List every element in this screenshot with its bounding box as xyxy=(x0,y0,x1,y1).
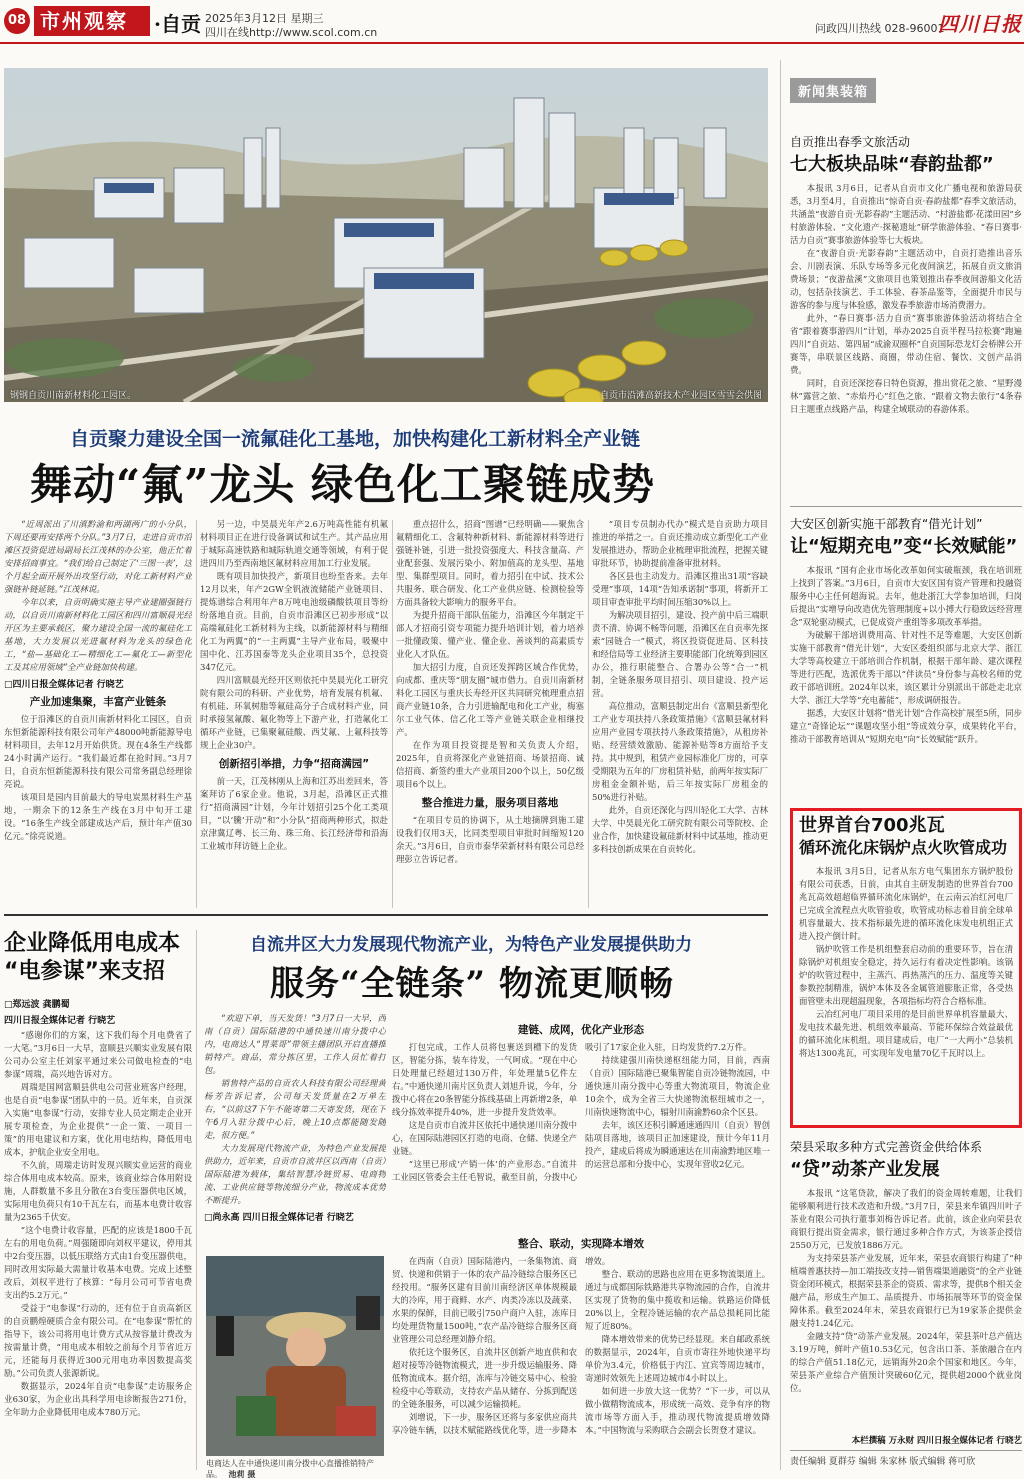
column-rule xyxy=(196,520,197,908)
logistics-lede-2: 销售特产品的自贡农人科技有限公司经理黄杨芳告诉记者，公司每天发货量在2万单左右，“以前这7下午不能寄第二天寄发货，现在下午6月入驻分拨中心后，晚上10点都能随发随走，很方便。” xyxy=(204,1078,386,1140)
power-p3: 不久前，周瑞走访时发现兴顺实业运营的商业综合体用电成本较高。原来，该商业综合体用附设施，人群数量不多且分散在3台变压器供电区域，实际用电负荷只有10千瓦左右，而基本电费计收容量为2365千伏安。 xyxy=(4,1160,192,1222)
brief-2-title: 让“短期充电”变“长效赋能” xyxy=(790,536,1018,557)
logistics-p6: 在西南（自贡）国际陆港内，一条集物流、商贸、快递和供销于一体的农产品冷链综合服务区已经投用。“服务区建有目前川南经济区单体规模最大的冷库，用于商鲜、水产、肉类冷冻以及蔬菜、水果的保鲜，目前已吸引750户商户入驻，冻库日均处理货物量1500吨，”农产品冷链综合服务区商业管理公司总经理刘静介绍。 xyxy=(392,1256,577,1344)
logistics-p4: 持续建强川南快递枢纽能力同，目前，西南（自贡）国际陆港已聚集智能自贡冷链物流园，中通快速川南分拨中心等重大物流项目，物流企业10余个，成为全省三大快递物流枢纽城市之一，川南快速物流中心，辐射川南渝黔60余个区县。 xyxy=(585,1055,770,1117)
brief-2-p3: 据悉，大安区计划将“借光计划”合作高校扩展至5所，同步建立“奇锋论坛”“课题攻坚小组”等成效分享，成果转化平台，推动干部教育培训从“短期充电”向“长效赋能”跃升。 xyxy=(790,708,1022,744)
logistics-p11: 如何进一步放大这一优势？“下一步，可以从做小做精物流成本，形成统一高效、竞争有序的物流市场等方面入手，推动现代物流提质增效降本。”中国物流与采购联合会副会长贺登才建议。 xyxy=(585,1386,770,1435)
main-p16: 高位推动，富顺县制定出台《富顺县新型化工产业专项扶持八条政策措施》《富顺县氟材料应用产业园专项扶持八条政策措施》，从租房补贴、经营绩效激励、能源补贴等8方面给予支持。其中规到，租赁产业园标准化厂房的，可享受期限为五年的厂房租赁补贴，前两年按实际厂房租金金额补贴，后三年按实际厂房租金的50%进行补贴。 xyxy=(592,701,768,802)
main-p1: 今年以来，自贡明确实施主导产业建圈强链行动，以自贡川南新材料化工园区和四川富顺晨光经开区为主要承载区，聚力建设全国一流的氟硅化工基地，大力发展以光进氟材料为龙头的绿色化工，“盐—基础化工—精细化工—氟化工—新型化工及其应用领域”全产业链加快构建。 xyxy=(4,597,192,672)
logistics-byline: □尚永高 四川日报全媒体记者 行晓艺 xyxy=(204,1213,354,1223)
section-divider xyxy=(4,914,768,916)
brief-1-p2: 在“夜游自贡·光影春韵”主题活动中，自贡打造推出音乐会、川剧表演、乐队专场等多元化夜间演艺，拓展自贡文旅消费场景；“夜游盐溪”文旅项目也策划推出春季夜间游船文化活动，包括杂技演艺、手工体验、春茶品鉴等，全面提升市民与游客的参与度与体验感，激发春季旅游市场消费潜力。 xyxy=(790,248,1022,310)
power-story-body xyxy=(4,994,192,1472)
main-story-col-4 xyxy=(592,518,768,908)
logistics-p5: 去年，该区还积引瞬通速通四川（自贡）智创陆项目落地，该项目正加速建设，预计今年11月投产，建成后将成为瞬通速达在川南渝黔地区唯一的运营总部和分拨中心，实现年营收2亿元。 xyxy=(585,1120,770,1169)
main-p4: 另一边，中昊晨光年产2.6万吨高性能有机氟材料项目正在进行设备调试和试生产。其产品应用于城际高速铁路和城际轨道交通等领域，有利于促进四川乃至西南地区氟材料应用加工行业发展。 xyxy=(200,519,388,568)
main-p15: 为解决项目招引，建设、投产前中后三端职责不清、协调不畅等问题，沿滩区在自贡率先探索“园链合一”模式，将区投资促进局、区科技和经信局等工业经济主要职能部门化统筹到园区办公，推行职能整合、合署办公等“合一”机制，全链条服务项目招引、项目建设、投产运营。 xyxy=(592,610,768,698)
livestream-caption-wrap xyxy=(206,1458,384,1479)
main-p6: 四川富顺晨光经开区则依托中昊晨光化工研究院有限公司的科研、产业优势，培育发展有机氟、有机硅、环氧树脂等氟硅高分子合成材料产业，同时承接氢氟酸、氟化物等上下游产业，打造氟化工循环产业链，已集聚氟硅酸、西艾氟、上氟科技等规上企业30户。 xyxy=(200,675,388,750)
logistics-p3: “这里已形成‘产销一体’的产业形态。”自流井工业园区管委会主任毛智说，截至目前，分拨中心吸引了17家企业入驻，日均发货约7.2万件。 xyxy=(392,1042,752,1182)
power-p4: “这个电费计收容量，匹配的应该是1800千瓦左右的用电负荷。”周强随即向刘权平建议，停用其中2台变压器，以低压联络方式由1台变压器供电，同时改用实际最大需量计收基本电费。完成上述整改后，刘权平进行了核算：“每月公司可节省电费支出约5.2万元。” xyxy=(4,1225,192,1300)
newspaper-logo: 四川日报 xyxy=(938,12,1022,36)
site-url[interactable]: 四川在线http://www.scol.com.cn xyxy=(205,26,378,39)
news-briefs-column xyxy=(790,60,1022,1470)
brief-2-p1: 本报讯 “国有企业市场化改革如何实破瓶颈，我在培训班上找到了答案。”3月6日，自贡市大安区国有资产管理和投融资服务中心主任何超海说。去年，他赴浙江大学参加培训，归岗后提出“实增导向改造优先管理制度+以小搏大行稳致远经营理念”双轮驱动模式，已促成资产重组等多项改革举措。 xyxy=(790,565,1022,627)
logistics-p1: 打包完成，工作人员将包裹送到槽下的发货区，智能分拣，装车待发，一气呵成。“现在中心日处理量已经超过130万件，年处理量5亿件左右。”中通快递川南片区负责人刘旭升说，今年，分拨中心将在20条智能分拣线基础上再新增2条，单线分拣效率提升40%，进一步提升发货效率。 xyxy=(392,1042,577,1117)
logistics-lede-col xyxy=(204,1012,386,1247)
brief-4-kicker: 荣县采取多种方式完善资金供给体系 xyxy=(790,1140,983,1154)
logistics-lede: “欢迎下单，当天发货！”3月7日一大早，西南（自贡）国际陆港的中通快速川南分拨中心内，电商达人“胃菜哥”带领主播团队开启直播推销特产。商品，常分拣区里，工作人员忙着打包。 xyxy=(204,1013,386,1075)
livestream-photo xyxy=(206,1256,384,1456)
briefs-byline: 本栏撰稿 万永财 四川日报全媒体记者 行晓艺 xyxy=(851,1436,1022,1446)
brief-divider xyxy=(790,506,1022,507)
power-byline-1: □郑远波 龚鹏蜀 xyxy=(4,1000,70,1010)
logistics-p9: 整合、联动的思路也应用在更多物流渠道上。通过与成都国际铁路港共享物流园的合作，自流井区实现了货物的集中揽收和运输。铁路运价降低20%以上，全程冷链运输的农产品总损耗同比能短了近80%。 xyxy=(585,1269,770,1331)
logistics-p2: 这是自贡市自流井区依托中通快递川南分拨中心，在国际陆港园区打造的电商、仓储、快递全产业链。 xyxy=(392,1120,577,1156)
main-subhead-1: 产业加速集聚，丰富产业链条 xyxy=(29,696,167,708)
page-header xyxy=(0,0,1024,58)
brief-3-title-1: 世界首台700兆瓦 xyxy=(799,815,945,836)
logistics-p8: 刘增说，下一步，服务区还将与多家供应商共享冷链车辆，以技术赋能路线优化等，进一步降本增效。 xyxy=(392,1256,611,1435)
power-story-headline xyxy=(4,930,192,986)
main-lede: “近周派出了川滇黔渝和两湖两广的小分队，下周还要再安排两个分队。”3月7日，走进自贡市沿滩区投资促进局副局长江茂林的办公室，他正忙着安排招商事宜。“我们给自己制定了‘三图一表’，这个月起全面开展外出攻坚行动，对化工新材料产业强链补链延链。”江茂林说。 xyxy=(4,519,192,594)
main-story-col-3 xyxy=(396,518,584,908)
logistics-subhead-2: 整合、联动，实现降本增效 xyxy=(518,1238,644,1250)
brief-4-p2: 为支持荣县茶产业发展，近年来，荣县农商银行构建了“种植端普惠扶持—加工端技改支持—销售端渠道融资”的全产业链资金闭环模式，根据荣县茶企的资质、需求等，提供8个相关金融产品，形成生产加工、品质提升、市场拓展等环节的资金保障体系。截至2024年末，荣县农商银行已为19家茶企提供金融支持1.24亿元。 xyxy=(790,1253,1022,1328)
logistics-p7: 依托这个服务区，自流井区创新产地直供和农超对接等冷链物流模式，进一步升级运输服务、降低物流成本。据介绍，冻库与冷链交易中心、检验检疫中心等联动，支持农产品从储存、分拣到配送的全链条服务，可以减少运输损耗。 xyxy=(392,1347,577,1409)
power-p6: 数据显示，2024年自贡“电参谋”走访服务企业630家，为企业出具科学用电诊断报告271份，全年助力企业降低用电成本780万元。 xyxy=(4,1381,192,1417)
news-box-badge: 新闻集装箱 xyxy=(790,78,876,103)
brief-4-body xyxy=(790,1187,1022,1431)
brief-1-kicker: 自贡推出春季文旅活动 xyxy=(790,135,911,149)
brief-1-p3: 此外，“春日赛事·活力自贡”赛事旅游体验活动将结合全省“跟着赛事游四川”计划，举办2025自贡半程马拉松赛“跑遍四川”自贡站、第四届“成渝双圈杯”自贡国际恐龙灯会桥牌公开赛等，串联景区线路、商圈，带动住宿、餐饮、文创产品消费。 xyxy=(790,313,1022,375)
main-subhead-2: 创新招引举措，力争“招商满园” xyxy=(218,758,370,770)
column-rule xyxy=(392,520,393,908)
brief-3-title-2: 循环流化床锅炉点火吹管成功 xyxy=(799,838,1008,857)
power-byline-2: 四川日报全媒体记者 行晓艺 xyxy=(4,1016,116,1026)
brief-4-p3: 金融支持“贷”动茶产业发展。2024年，荣县茶叶总产值达3.19万吨，鲜叶产值10.53亿元，包含出口茶、茶旅融合在内的综合产值51.18亿元，远销海外20余个国家和地区。今年，荣县茶产业综合产值预计突破60亿元，提供超2000个就业岗位。 xyxy=(790,1331,1022,1393)
main-story-kicker: 自贡聚力建设全国一流氟硅化工基地，加快构建化工新材料全产业链 xyxy=(70,428,641,450)
main-p8: 重点招什么，招商“图谱”已经明确——聚焦含氟精细化工、含氟特种新材料、新能源材料等进行强链补链，引进一批投资强度大、科技含量高、产业配套强、发展污染小、附加值高的龙头型、基地型、集群型项目。同时，着力招引在中试、技术公共服务、联合研发、化工产业供应链、检测检验等方面具备较大影响力的服务平台。 xyxy=(396,519,584,607)
highlighted-brief-box xyxy=(790,808,1022,1128)
column-rule xyxy=(196,930,197,1470)
main-p17: 此外，自贡还深化与四川轻化工大学、吉林大学、中昊晨光化工研究院有限公司等院校、企业合作，加快建设氟硅新材料中试基地，推动更多科技创新成果在自贡转化。 xyxy=(592,805,768,854)
main-subhead-3: 整合推进力量，服务项目落地 xyxy=(421,797,559,809)
livestream-illustration xyxy=(206,1256,384,1456)
brief-1-p4: 同时，自贡还深挖春日特色资源，推出赏花之旅、“星野漫林”露营之旅、“赤焰丹心”红色之旅、“跟着文物去旅行”4条春日主题重点线路产品，构建全域联动的春游体系。 xyxy=(790,378,1022,414)
page-number-badge: 08 xyxy=(4,8,30,34)
page-footer-editors: 责任编辑 夏群芬 编辑 朱家林 版式编辑 蒋可欣 xyxy=(790,1450,1022,1467)
region-label: ·自贡 xyxy=(154,12,201,36)
brief-3-p1: 本报讯 3月5日，记者从东方电气集团东方锅炉股份有限公司获悉，日前，由其自主研发制造的世界首台700兆瓦高效超超临界循环流化床锅炉，在云南云冶红河电厂已完成全流程点火吹管验收，吹管成功标志着目前全球单机容量最大、技术指标最先进的循环流化床发电机组正式进入投产倒计时。 xyxy=(799,866,1013,941)
logistics-lede-3: 大力发展现代物流产业，为特色产业发展提供助力，近年来，自贡市自流井区以西南（自贡）国际陆港为载体，集结智慧冷链贸易、电商物流、工业供应链等物流细分产业，物流成本优势不断提升。 xyxy=(204,1143,386,1205)
livestream-credit: 池莉 摄 xyxy=(228,1470,256,1479)
column-rule xyxy=(588,520,589,908)
logistics-body-top xyxy=(392,1018,770,1248)
main-p12: “在项目专员的协调下，从土地摘牌到施工建设我们仅用3天，比同类型项目审批时间缩短120余天。”3月6日，自贡市泰华荣新材料有限公司总经理彭立告诉记者。 xyxy=(396,815,584,864)
power-p5: 受益于“电参谋”行动的，还有位于自贡高新区的自贡鹏煌硬质合金有限公司。在“电参谋”帮忙的指导下，该公司将用电计费方式从按容量计费改为按需量计费，“用电成本相较之前每个月节省近万元，还能每月获得近300元用电功率因数提高奖励。”公司负责人张源新说。 xyxy=(4,1303,192,1378)
logistics-title: 服务“全链条” 物流更顺畅 xyxy=(270,964,674,1004)
power-p2: 周瑞是国网富顺县供电公司营业班客户经理，也是自贡“电参谋”团队中的一员。近年来，自贡深入实施“电参谋”行动，安排专业人员定期走企业开展专项检查，为企业提供“一企一策、一项目一策”的用电建议和方案，优化用电结构，降低用电成本，护航企业安全用电。 xyxy=(4,1082,192,1157)
brief-2-kicker: 大安区创新实施干部教育“借光计划” xyxy=(790,517,983,531)
main-p9: 为提升招商干部队伍能力，沿滩区今年制定干部人才招商引资专项能力提升培训计划，着力培养一批懂政策、懂产业、懂企业、善谈判的高素质专业化人才队伍。 xyxy=(396,610,584,659)
main-p3: 该项目是园内目前最大的导电炭黑材料生产基地，一期余下的12条生产线在3月中旬开工建设。“16条生产线全部建成达产后，预计年产值30亿元。”徐亮说道。 xyxy=(4,792,192,841)
column-rule xyxy=(780,60,781,1470)
brief-3-p2: 锅炉吹管工作是机组整套启动前的重要环节，旨在清除锅炉对机组安全稳定，持久运行有着决定性影响。该锅炉的吹管过程中，主蒸汽、再热蒸汽的压力、温度等关键参数控制精准，锅炉本体及各金属管道膨胀正常，各受热面管壁未出现超温现象，各项指标均符合合格标准。 xyxy=(799,944,1013,1006)
chemical-park-photo xyxy=(4,68,768,402)
livestream-caption: 电商达人在中通快递川南分拨中心直播推销特产品。 xyxy=(206,1459,374,1479)
power-story-title-2: “电参谋”来支招 xyxy=(4,959,165,984)
photo-caption-left: 钢钢自贡川南新材料化工园区。 xyxy=(10,391,137,401)
power-p1: “感谢你们的方案，这下我们每个月电费省了一大笔。”3月6日一大早，富顺县兴顺实业发展有限公司办公室主任刘家平通过来公司做电检查的“电参谋”周瑞，高兴地告诉对方。 xyxy=(4,1030,192,1079)
brief-2-p2: 为破解干部培训费用高、针对性不足等难题，大安区创新实施干部教育“借光计划”，大安区委组织部与北京大学、浙江大学等高校建立干部培训合作机制，根据干部年龄、建次课程等进行匹配，选派优秀干部以“伴读员”身份参与高校名师的党政干部培训班。2024年以来，该区累计分别派出干部赴走北京大学、浙江大学等“充电蓄能”，形成调研报告。 xyxy=(790,630,1022,705)
main-p7: 前一天，江茂林刚从上海和江苏出差回来，答案拜访了6家企业。他说，3月起，沿滩区正式推行“招商满园”计划，今年计划招引25个化工类项目，“以‘騰’开动”和“小分队”招商两种形式，拟赴京津冀辽粤、长三角、珠三角、长江经济带和沿海工业城市拜访链上企业。 xyxy=(200,776,388,851)
brief-4-title: “贷”动茶产业发展 xyxy=(790,1159,940,1180)
brief-1-p1: 本报讯 3月6日，记者从自贡市文化广播电视和旅游局获悉，3月至4月，自贡推出“惊奇自贡·春韵盐都”春季文旅活动，共涵盖“夜游自贡·光影春韵”主题活动、“村游盐都·花漾田园”乡村旅游体验、“文化遗产·探秘遗址”研学旅游体验、“春日赛事·活力自贡”赛事旅游体验等七大板块。 xyxy=(790,183,1022,245)
main-story-col-2 xyxy=(200,518,388,908)
brief-1-title: 七大板块品味“春韵盐都” xyxy=(790,154,994,175)
main-p11: 在作为项目投资提是智和关负责人介绍，2025年，自贡将深化产业链招商、场景招商、诚信招商、新签约重大产业项目200个以上，50亿级项目6个以上。 xyxy=(396,740,584,789)
hotline: 问政四川热线 028-96001 xyxy=(815,22,945,35)
logistics-body-bottom xyxy=(392,1232,770,1472)
brief-4-p1: 本报讯 “这笔贷款，解决了我们的资金周转难题，让我们能够顺利进行技术改造和升级。”3月7日，荣县来牟镇四川叶子茶业有限公司执行董事刘梅告诉记者。此前，该企业向荣县农商银行提出资金需求，银行通过多种合作方式，为该茶企授信2550万元，已发放1886万元。 xyxy=(790,1188,1022,1250)
header-rule xyxy=(0,42,1024,44)
main-byline: □四川日报全媒体记者 行晓艺 xyxy=(4,680,124,690)
brief-1-body xyxy=(790,182,1022,498)
brief-3-p3: 云冶红河电厂项目采用的是目前世界单机容量最大、发电技术最先进、机组效率最高、节能环保综合效益最优的循环流化床机组。项目建成后，电厂“一大两小”总装机将达1300兆瓦，可实现年发电量70亿千瓦时以上。 xyxy=(799,1009,1013,1058)
issue-date: 2025年3月12日 星期三 xyxy=(205,12,324,25)
photo-caption-right: 自贡市沿滩高新技术产业园区雪雪会供图 xyxy=(599,391,762,401)
main-story-title: 舞动“氟”龙头 绿色化工聚链成势 xyxy=(30,460,655,509)
brief-3-body xyxy=(799,865,1013,1127)
brief-2-body xyxy=(790,564,1022,802)
main-p14: 各区县也主动发力。沿滩区推出31项“容缺受理”事项，14项“告知承诺制”事项，将新开工项目审查审批平均时间压缩30%以上。 xyxy=(592,571,768,607)
logistics-kicker: 自流井区大力发展现代物流产业，为特色产业发展提供助力 xyxy=(250,935,692,955)
main-p10: 加大招引力度，自贡还发挥跨区域合作优势，向成都、重庆等“朋友圈”城市借力。自贡川南新材料化工园区与重庆长寿经开区共同研究梳理重点招商产业链10条，合力引进输配电和化工产业，梅塞尔工业气体、信乙化工等产业链关联企业相继投产。 xyxy=(396,662,584,737)
main-story-col-1 xyxy=(4,518,192,908)
chemical-park-illustration xyxy=(4,68,768,402)
main-p13: “项目专员制办代办”模式是自贡助力项目推进的举措之一。自贡还推动成立新型化工产业发展推进办，帮助企业梳理审批流程，把握关键审批环节，协助提前准备审批材料。 xyxy=(592,519,768,568)
logistics-p10: 降本增效带来的优势已经显现。来自邮政系统的数据显示，2024年，自贡市寄往外地快递平均单价为3.4元，价格低于内江、宜宾等周边城市，寄递时效领先上述周边城市4小时以上。 xyxy=(585,1334,770,1383)
main-p2: 位于沿滩区的自贡川南新材料化工园区，自贡东恒新能源科技有限公司年产48000吨新能源导电材料项目，去年12月开始供货。现在4条生产线都24小时满产运行。“我们最近都在抢时间。”3月7日，自贡东恒新能源科技有限公司常务副总经理徐亮说。 xyxy=(4,714,192,789)
main-p5: 既有项目加快投产，新项目也纷至沓来。去年12月以来，年产2GW全钒液流储能产业链项目、提炼谱综合利用年产8万吨电池级磷酸铁项目等纷纷落地自贡。目前，自贡市沿滩区已初步形成“以高端氟硅化工新材料为主线，以新能源材料与精细化工为两翼”的“一主两翼”主导产业布局，吸聚中国中化、江苏国泰等龙头企业项目35个，总投资347亿元。 xyxy=(200,571,388,672)
power-story-title-1: 企业降低用电成本 xyxy=(4,931,181,956)
logistics-subhead-1: 建链、成网，优化产业形态 xyxy=(518,1024,644,1036)
section-title: 市州观察 xyxy=(34,6,150,36)
